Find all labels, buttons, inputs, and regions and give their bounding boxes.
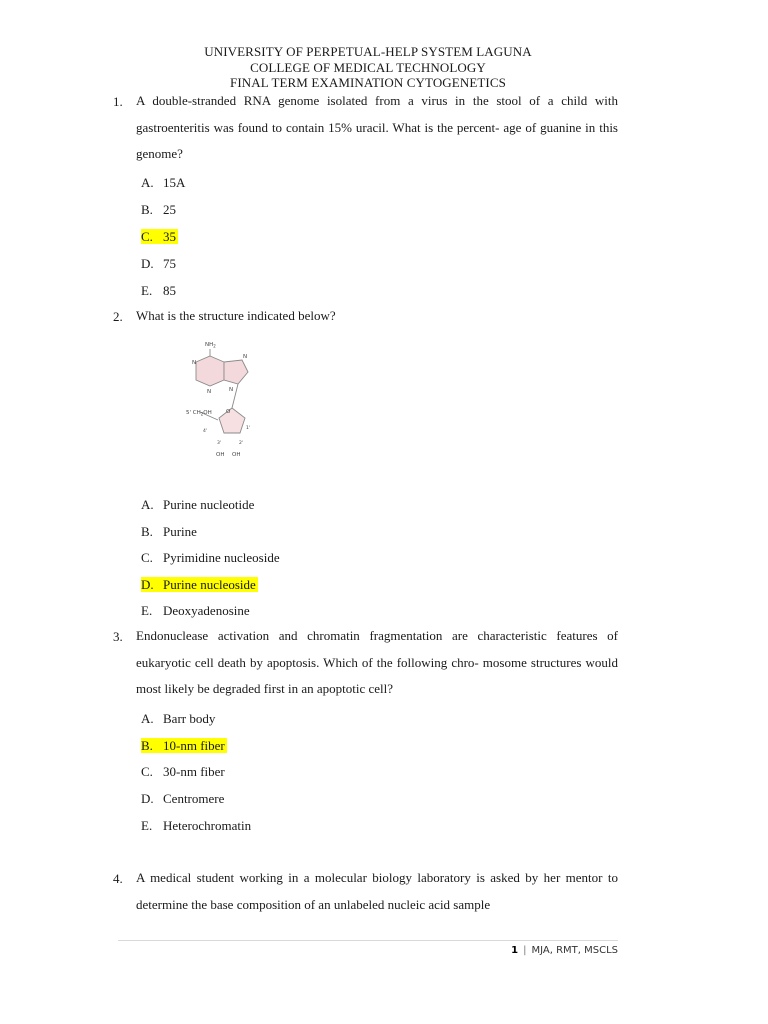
- option-text: Pyrimidine nucleoside: [163, 550, 280, 565]
- option-2a: A. Purine nucleotide: [141, 497, 255, 512]
- option-text: 75: [163, 256, 176, 271]
- option-2e: E. Deoxyadenosine: [141, 603, 250, 618]
- svg-text:2': 2': [239, 441, 244, 446]
- option-text: 35: [163, 229, 176, 244]
- nucleoside-structure-figure: [186, 336, 270, 460]
- question-1: [113, 88, 618, 168]
- question-number: 3.: [113, 629, 123, 644]
- option-text: Purine nucleoside: [163, 577, 256, 592]
- option-1d: D. 75: [141, 256, 176, 271]
- option-3a: A. Barr body: [141, 711, 216, 726]
- question-text: What is the structure indicated below?: [136, 308, 336, 323]
- option-text: Deoxyadenosine: [163, 603, 250, 618]
- svg-text:3': 3': [217, 441, 222, 446]
- option-3c: C. 30-nm fiber: [141, 764, 225, 779]
- option-text: 10-nm fiber: [163, 738, 225, 753]
- question-3: [113, 623, 618, 703]
- svg-text:N: N: [207, 389, 212, 395]
- option-3b-answer: B. 10-nm fiber: [141, 738, 225, 753]
- option-1e: E. 85: [141, 283, 176, 298]
- question-text: A double-stranded RNA genome isolated from a virus in the stool of a child with gastroenteritis was found to contain 15% uracil. What is the percent- age of guanine in this genome?: [136, 93, 618, 162]
- question-number: 2.: [113, 309, 123, 324]
- option-1c-answer: C. 35: [141, 229, 176, 244]
- option-text: Heterochromatin: [163, 818, 252, 833]
- option-text: Purine nucleotide: [163, 497, 255, 512]
- document-header: [0, 44, 736, 91]
- page-footer: [511, 945, 618, 956]
- option-3e: E. Heterochromatin: [141, 818, 252, 833]
- option-2b: B. Purine: [141, 524, 197, 539]
- question-2: [113, 303, 618, 330]
- svg-text:N: N: [229, 387, 234, 393]
- footer-author: MJA, RMT, MSCLS: [531, 945, 618, 956]
- option-text: 85: [163, 283, 176, 298]
- option-text: Purine: [163, 524, 197, 539]
- svg-text:O: O: [226, 409, 231, 415]
- university-name: UNIVERSITY OF PERPETUAL-HELP SYSTEM LAGUNA: [204, 44, 532, 59]
- college-name: COLLEGE OF MEDICAL TECHNOLOGY: [250, 59, 486, 75]
- svg-text:N: N: [243, 354, 248, 360]
- svg-text:4': 4': [203, 429, 208, 434]
- option-text: 30-nm fiber: [163, 764, 225, 779]
- question-text: A medical student working in a molecular biology laboratory is asked by her mentor to determine the base composition of an unlabeled nucleic acid sample: [136, 870, 618, 912]
- option-3d: D. Centromere: [141, 791, 225, 806]
- option-1a: A. 15A: [141, 175, 186, 190]
- question-4: [113, 865, 618, 918]
- svg-text:N: N: [192, 360, 197, 366]
- option-text: Centromere: [163, 791, 225, 806]
- question-number: 4.: [113, 871, 123, 886]
- question-text: Endonuclease activation and chromatin fragmentation are characteristic features of eukaryotic cell death by apoptosis. Which of the following chro- mosome structures would most likely be degraded first in an apoptotic cell?: [136, 628, 618, 697]
- question-number: 1.: [113, 94, 123, 109]
- option-text: Barr body: [163, 711, 216, 726]
- footer-divider: [118, 940, 618, 941]
- option-text: 25: [163, 202, 176, 217]
- option-2d-answer: D. Purine nucleoside: [141, 577, 256, 592]
- svg-text:OH: OH: [216, 452, 225, 458]
- page-number: 1: [511, 945, 519, 956]
- option-text: 15A: [163, 175, 186, 190]
- exam-title: FINAL TERM EXAMINATION CYTOGENETICS: [230, 75, 506, 90]
- option-2c: C. Pyrimidine nucleoside: [141, 550, 280, 565]
- svg-text:5' CH2OH: 5' $CH_2OH$: [186, 410, 212, 417]
- option-1b: B. 25: [141, 202, 176, 217]
- svg-text:OH: OH: [232, 452, 241, 458]
- svg-text:NH2: $NH_2$: [205, 342, 216, 349]
- svg-text:1': 1': [246, 426, 251, 431]
- footer-separator: |: [523, 945, 527, 956]
